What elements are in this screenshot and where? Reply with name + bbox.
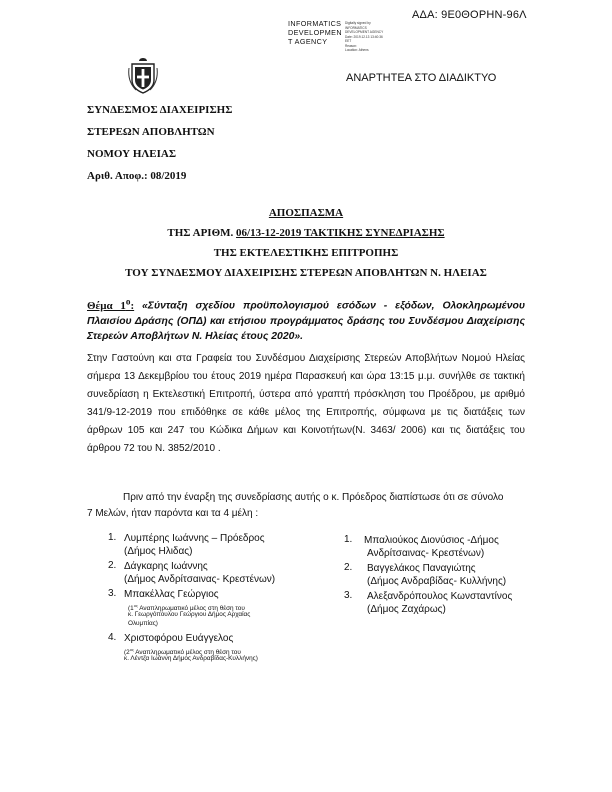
member-municipality: (Δήμος Ζαχάρως) <box>367 604 446 615</box>
list-item-number: 1. <box>344 534 353 545</box>
association-line: ΤΟΥ ΣΥΝΔΕΣΜΟΥ ΔΙΑΧΕΙΡΙΣΗΣ ΣΤΕΡΕΩΝ ΑΠΟΒΛΗΤΩΝ Ν. ΗΛΕΙΑΣ <box>125 267 487 279</box>
signature-detail: Location: Athens <box>345 48 369 52</box>
signature-detail: INFORMATICS <box>345 25 367 30</box>
member-name: Βαγγελάκος Παναγιώτης <box>367 563 476 574</box>
member-name: Μπακέλλας Γεώργιος <box>124 589 219 600</box>
intro-paragraph: Στην Γαστούνη και στα Γραφεία του Συνδέσμου Διαχείρισης Στερεών Αποβλήτων Νομού Ηλείας σήμερα 13 Δεκεμβρίου του έτους 2019 ημέρα Παρασκευή και ώρα 13:15 μ.μ. συνήλθε σε τακτική συνεδρίαση η Εκτελεστική Επιτροπή, ύστερα από γραπτή πρόσκληση του Προέδρου, με αριθμό 341/9-12-2019 που επιδόθηκε σε κάθε μέλος της Επιτροπής, σύμφωνα με τις διατάξεις των άρθρων 105 και 247 του Κώδικα Δήμων και Κοινοτήτων(Ν. 3463/ 2006) και τις διατάξεις του άρθρου 72 του Ν. 3852/2010 . <box>87 353 525 454</box>
member-name: Αλεξανδρόπουλος Κωνσταντίνος <box>367 591 513 602</box>
note-part: (1 <box>128 605 134 613</box>
list-item-number: 2. <box>108 560 117 571</box>
note-sup: ος <box>129 647 134 652</box>
list-item-number: 1. <box>108 532 117 543</box>
substitute-note: κ. Λέντζα Ιωάννη Δήμος Ανδραβίδας-Κυλλήνης) <box>124 655 258 662</box>
signature-detail: EET <box>345 39 352 43</box>
sender-line: ΝΟΜΟΥ ΗΛΕΙΑΣ <box>87 148 177 160</box>
present-members-list <box>108 532 338 672</box>
digital-signature-stamp <box>288 20 418 64</box>
signature-line: T AGENCY <box>288 37 328 46</box>
subject-text: «Σύνταξη σχεδίου προϋπολογισμού εσόδων - εξόδων, Ολοκληρωμένου Πλαισίου Δράσης (ΟΠΔ) και ετήσιου προγράμματος δράσης του Συνδέσμου Διαχείρισης Στερεών Αποβλήτων Ν. Ηλείας έτους 2020». <box>87 300 525 342</box>
subject-label-sup: ο <box>125 296 131 306</box>
note-sup: ος <box>133 603 138 608</box>
publish-online-notice: ΑΝΑΡΤΗΤΕΑ ΣΤΟ ΔΙΑΔΙΚΤΥΟ <box>346 72 497 84</box>
session-prefix: ΤΗΣ ΑΡΙΘΜ. <box>167 227 237 239</box>
session-line <box>0 223 612 243</box>
member-municipality: (Δήμος Ηλιδας) <box>124 546 193 557</box>
sender-block <box>87 99 232 187</box>
substitute-note: κ. Γεωργόπουλου Γεώργιου Δήμος Αρχαίας <box>128 611 251 618</box>
quorum-line: Πριν από την έναρξη της συνεδρίασης αυτής ο κ. Πρόεδρος διαπίστωσε ότι σε σύνολο <box>123 492 504 503</box>
decision-number: Αριθ. Αποφ.: 08/2019 <box>87 170 187 182</box>
signature-detail: Date: 2019.12.13 13:40:36 <box>345 34 383 39</box>
member-name: Λυμπέρης Ιωάννης – Πρόεδρος <box>124 533 265 544</box>
list-item-number: 4. <box>108 632 117 643</box>
member-municipality: Ανδρίτσαινας- Κρεστένων) <box>367 548 485 559</box>
quorum-paragraph <box>87 490 525 522</box>
sender-line: ΣΥΝΔΕΣΜΟΣ ΔΙΑΧΕΙΡΙΣΗΣ <box>87 104 233 116</box>
list-item-number: 2. <box>344 562 353 573</box>
extract-heading <box>0 203 612 283</box>
member-name: Χριστοφόρου Ευάγγελος <box>124 633 234 644</box>
sender-line: ΣΤΕΡΕΩΝ ΑΠΟΒΛΗΤΩΝ <box>87 126 215 138</box>
list-item-number: 3. <box>108 588 117 599</box>
session-number: 06/13-12-2019 ΤΑΚΤΙΚΗΣ ΣΥΝΕΔΡΙΑΣΗΣ <box>236 227 445 239</box>
subject-label <box>87 296 135 312</box>
note-part: (2 <box>124 649 130 657</box>
list-item-number: 3. <box>344 590 353 601</box>
member-name: Δάγκαρης Ιωάννης <box>124 561 208 572</box>
signature-detail: DEVELOPMENT AGENCY <box>345 30 384 34</box>
signature-detail: Reason: <box>345 43 357 48</box>
committee-line: ΤΗΣ ΕΚΤΕΛΕΣΤΙΚΗΣ ΕΠΙΤΡΟΠΗΣ <box>213 247 399 259</box>
ada-code: ΑΔΑ: 9Ε0ΘΟΡΗΝ-96Λ <box>412 9 527 21</box>
signature-detail: Digitally signed by <box>345 21 371 25</box>
quorum-line: 7 Μελών, ήταν παρόντα και τα 4 μέλη : <box>87 508 259 519</box>
note-part: Αναπληρωματικό μέλος στη θέση του <box>133 649 241 657</box>
subject-colon: : <box>130 299 135 312</box>
subject-label-text: Θέμα 1 <box>87 299 126 312</box>
subject-block <box>87 294 525 344</box>
extract-title: ΑΠΟΣΠΑΣΜΑ <box>268 207 344 219</box>
absent-members-list <box>344 534 544 624</box>
member-municipality: (Δήμος Ανδραβίδας- Κυλλήνης) <box>367 576 507 587</box>
signature-line: INFORMATICS <box>288 19 342 28</box>
member-municipality: (Δήμος Ανδρίτσαινας- Κρεστένων) <box>124 574 276 585</box>
note-part: Αναπληρωματικό μέλος στη θέση του <box>137 605 245 613</box>
substitute-note: Ολυμπίας) <box>128 620 158 627</box>
member-name: Μπαλιούκος Διονύσιος -Δήμος <box>364 535 499 546</box>
greek-emblem-icon <box>128 56 158 94</box>
signature-line: DEVELOPMEN <box>288 28 342 37</box>
